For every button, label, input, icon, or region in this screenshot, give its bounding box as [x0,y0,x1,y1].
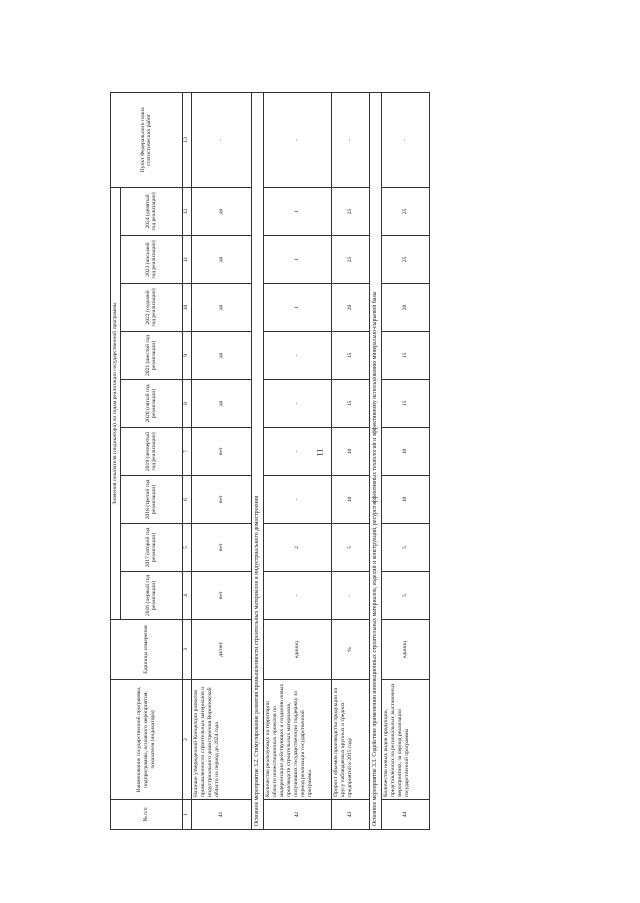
row-value: да [191,236,251,284]
row-plan: - [264,92,332,187]
row-value: 5 [332,524,370,572]
header-year: 2016 (первый год реализации) [120,572,182,620]
header-group: Значения показателя (индикатора) по годам реализации государственной программы [111,187,121,619]
header-year: 2018 (третий год реализации) [120,476,182,524]
row-value: 2 [264,524,332,572]
table-row [264,92,332,829]
column-number-row [182,92,191,829]
col-number: 4 [182,572,191,620]
row-num: 42 [264,800,332,830]
row-value: 25 [332,236,370,284]
col-number: 1 [182,800,191,830]
page-number: 11 [315,448,325,457]
row-value: 1 [264,236,332,284]
row-value: - [264,332,332,380]
rotated-table-sheet [110,95,515,830]
table-row [332,92,370,829]
row-unit: да/нет [191,620,251,680]
col-number: 5 [182,524,191,572]
row-plan: - [382,92,430,187]
row-value: да [191,284,251,332]
row-value: 10 [332,476,370,524]
row-num: 44 [382,800,430,830]
row-name: Количество реализуемых на территории области инвестиционных проектов по модернизации действующих и созданию новых производств строительных материалов, получивших государственную поддержку за период реализации государственной программы [264,680,332,800]
row-unit: единиц [382,620,430,680]
row-value: нет [191,476,251,524]
header-num: № п/п [111,800,183,830]
row-value: - [264,380,332,428]
header-year: 2020 (пятый год реализации) [120,380,182,428]
row-plan: - [332,92,370,187]
row-value: да [191,332,251,380]
row-value: 15 [382,380,430,428]
row-value: - [264,476,332,524]
col-number: 12 [182,187,191,235]
row-value: 15 [332,332,370,380]
row-value: 20 [332,284,370,332]
row-value: 5 [382,572,430,620]
row-value: 1 [264,187,332,235]
header-plan: Пункт Федерального плана статистических работ [111,92,183,187]
row-name: Прирост объемов производства продукции по кругу наблюдаемых крупных и средних предприятий к 2015 году [332,680,370,800]
col-number: 6 [182,476,191,524]
row-name: Количество новых видов продукции, представленных на региональных выставочных мероприятиях, за период реализации государственной программы [382,680,430,800]
row-value: 1 [264,284,332,332]
col-number: 8 [182,380,191,428]
row-name: Наличие утвержденной Концепции развития промышленности строительных материалов и индустриального домостроения Воронежской области на период до 2024 года [191,680,251,800]
row-value: нет [191,428,251,476]
row-value: 20 [382,284,430,332]
header-year: 2023 (восьмой год реализации) [120,236,182,284]
col-number: 10 [182,284,191,332]
header-name: Наименование государственной программы, подпрограммы, основного мероприятия, показателя (индикатора) [111,680,183,800]
header-year: 2021 (шестой год реализации) [120,332,182,380]
row-value: - [264,428,332,476]
row-value: 10 [332,428,370,476]
row-value: 5 [382,524,430,572]
row-value: 25 [382,187,430,235]
table-row [191,92,251,829]
indicators-table [110,92,430,830]
row-value: 25 [332,187,370,235]
col-number: 11 [182,236,191,284]
row-value: 25 [382,236,430,284]
section-row [251,92,263,829]
row-num: 41 [191,800,251,830]
col-number: 2 [182,680,191,800]
section-row [370,92,382,829]
row-value: - [332,572,370,620]
row-plan: - [191,92,251,187]
col-number: 7 [182,428,191,476]
col-number: 13 [182,92,191,187]
table-row [382,92,430,829]
col-number: 9 [182,332,191,380]
row-value: да [191,380,251,428]
row-value: 15 [382,332,430,380]
col-number: 3 [182,620,191,680]
row-value: да [191,187,251,235]
header-unit: Единицы измерения [111,620,183,680]
row-value: 10 [382,476,430,524]
section-title: Основное мероприятие 3.3. Содействие применению инновационных строительных материалов, изделий и конструкций, ресурсоэффективных технологий и эффективному использованию минерально-сырьевой базы [370,92,382,829]
row-value: нет [191,572,251,620]
section-title: Основное мероприятие 3.2. Стимулирование развития промышленности строительных материалов и индустриального домостроения [251,92,263,829]
row-unit: % [332,620,370,680]
row-value: 10 [382,428,430,476]
header-year: 2019 (четвертый год реализации) [120,428,182,476]
row-unit: единиц [264,620,332,680]
row-value: нет [191,524,251,572]
row-value: - [264,572,332,620]
row-value: 15 [332,380,370,428]
row-num: 43 [332,800,370,830]
header-year: 2024 (девятый год реализации) [120,187,182,235]
header-year: 2017 (второй год реализации) [120,524,182,572]
header-year: 2022 (седьмой год реализации) [120,284,182,332]
